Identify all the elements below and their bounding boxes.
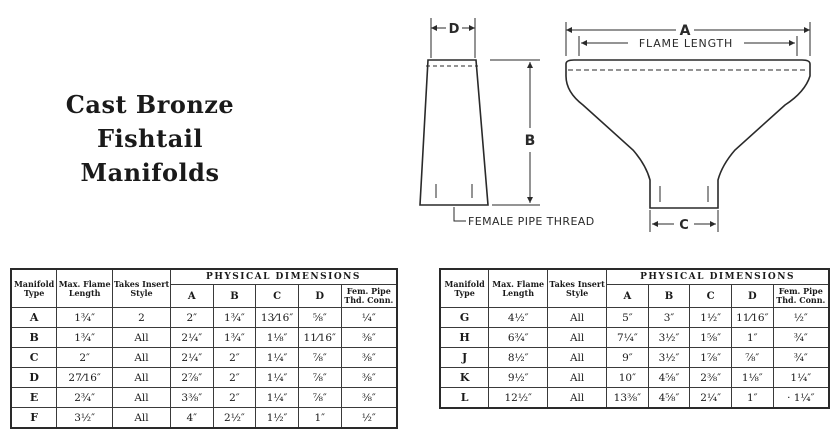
cell: ⅝″	[298, 308, 341, 328]
cell: ⅞″	[298, 368, 341, 388]
cell: ⅜″	[341, 388, 397, 408]
cell: 1⅞″	[690, 348, 732, 368]
table-row	[440, 388, 829, 409]
cell: 8½″	[489, 348, 548, 368]
cell: ⅞″	[298, 348, 341, 368]
cell: 1⅝″	[690, 328, 732, 348]
cell: 1″	[731, 328, 773, 348]
cell: 2″	[213, 388, 256, 408]
header-b: B	[648, 285, 690, 308]
cell: 1¼″	[256, 368, 299, 388]
table-row	[440, 368, 829, 388]
side-view-body	[420, 60, 488, 205]
cell: 12½″	[489, 388, 548, 409]
cell: 2	[113, 308, 171, 328]
table-row	[11, 368, 397, 388]
cell: D	[11, 368, 57, 388]
cell: 3½″	[648, 348, 690, 368]
cell: 1¼″	[256, 348, 299, 368]
cell: 11⁄16″	[298, 328, 341, 348]
cell: All	[113, 348, 171, 368]
header-takes-insert-style: Takes Insert Style	[548, 269, 607, 308]
cell: 2″	[213, 348, 256, 368]
cell: 27⁄16″	[57, 368, 113, 388]
table-row	[440, 348, 829, 368]
cell: All	[548, 388, 607, 409]
cell: 9″	[607, 348, 649, 368]
cell: ¼″	[341, 308, 397, 328]
header-max-flame-length: Max. Flame Length	[489, 269, 548, 308]
cell: 3½″	[648, 328, 690, 348]
cell: 1¼″	[773, 368, 829, 388]
cell: 9½″	[489, 368, 548, 388]
dimensions-table-left	[10, 268, 398, 429]
cell: 13⅜″	[607, 388, 649, 409]
cell: 1¾″	[57, 308, 113, 328]
cell: 6¾″	[489, 328, 548, 348]
cell: F	[11, 408, 57, 429]
header-manifold-type: Manifold Type	[440, 269, 489, 308]
header-physical-dimensions: PHYSICAL DIMENSIONS	[170, 269, 397, 285]
cell: 4″	[170, 408, 213, 429]
cell: All	[548, 328, 607, 348]
cell: H	[440, 328, 489, 348]
cell: All	[548, 368, 607, 388]
label-c: C	[679, 218, 689, 233]
header-d: D	[298, 285, 341, 308]
header-d: D	[731, 285, 773, 308]
label-a: A	[679, 23, 691, 39]
cell: 4⅝″	[648, 368, 690, 388]
table-row	[11, 388, 397, 408]
front-view-body	[566, 60, 810, 208]
cell: 2½″	[213, 408, 256, 429]
cell: 4⅝″	[648, 388, 690, 409]
header-c: C	[690, 285, 732, 308]
header-physical-dimensions: PHYSICAL DIMENSIONS	[607, 269, 829, 285]
cell: 2⅜″	[690, 368, 732, 388]
female-pipe-thread-label: FEMALE PIPE THREAD	[468, 215, 595, 228]
cell: ⅜″	[341, 328, 397, 348]
table-row	[11, 408, 397, 429]
cell: 3″	[648, 308, 690, 328]
header-fem-pipe: Fem. Pipe Thd. Conn.	[773, 285, 829, 308]
cell: 4½″	[489, 308, 548, 328]
cell: 1½″	[256, 408, 299, 429]
cell: ⅞″	[298, 388, 341, 408]
cell: K	[440, 368, 489, 388]
header-max-flame-length: Max. Flame Length	[57, 269, 113, 308]
flame-length-label: FLAME LENGTH	[638, 37, 734, 50]
cell: 2¼″	[170, 348, 213, 368]
table-row	[11, 308, 397, 328]
cell: All	[548, 308, 607, 328]
label-b: B	[524, 133, 536, 149]
cell: A	[11, 308, 57, 328]
cell: 2″	[213, 368, 256, 388]
cell: 2″	[57, 348, 113, 368]
header-takes-insert-style: Takes Insert Style	[113, 269, 171, 308]
cell: 1¾″	[213, 328, 256, 348]
title-line-1: Cast Bronze	[65, 90, 235, 119]
cell: 3½″	[57, 408, 113, 429]
cell: 2″	[170, 308, 213, 328]
cell: All	[548, 348, 607, 368]
cell: G	[440, 308, 489, 328]
cell: 2¼″	[170, 328, 213, 348]
cell: ½″	[341, 408, 397, 429]
cell: 1¾″	[57, 328, 113, 348]
cell: ¾″	[773, 348, 829, 368]
cell: All	[113, 408, 171, 429]
header-a: A	[607, 285, 649, 308]
cell: 1⅛″	[731, 368, 773, 388]
header-c: C	[256, 285, 299, 308]
cell: 1¼″	[256, 388, 299, 408]
header-a: A	[170, 285, 213, 308]
table-row	[440, 308, 829, 328]
dimensions-table-right	[439, 268, 830, 409]
cell: E	[11, 388, 57, 408]
header-manifold-type: Manifold Type	[11, 269, 57, 308]
cell: ¾″	[773, 328, 829, 348]
title-line-2: Fishtail	[97, 124, 203, 153]
cell: 2¾″	[57, 388, 113, 408]
cell: ⅜″	[341, 368, 397, 388]
table-row	[11, 348, 397, 368]
cell: 1″	[731, 388, 773, 409]
cell: C	[11, 348, 57, 368]
cell: 1″	[298, 408, 341, 429]
cell: 1½″	[690, 308, 732, 328]
cell: ½″	[773, 308, 829, 328]
cell: 5″	[607, 308, 649, 328]
cell: 10″	[607, 368, 649, 388]
header-fem-pipe: Fem. Pipe Thd. Conn.	[341, 285, 397, 308]
cell: 2¼″	[690, 388, 732, 409]
cell: 7¼″	[607, 328, 649, 348]
cell: 13⁄16″	[256, 308, 299, 328]
title-line-3: Manifolds	[80, 158, 220, 187]
cell: All	[113, 328, 171, 348]
cell: ⅞″	[731, 348, 773, 368]
table-row	[11, 328, 397, 348]
cell: B	[11, 328, 57, 348]
cell: 1⅛″	[256, 328, 299, 348]
cell: 1¾″	[213, 308, 256, 328]
cell: · 1¼″	[773, 388, 829, 409]
cell: 3⅜″	[170, 388, 213, 408]
cell: J	[440, 348, 489, 368]
cell: All	[113, 368, 171, 388]
header-b: B	[213, 285, 256, 308]
table-row	[440, 328, 829, 348]
cell: All	[113, 388, 171, 408]
cell: 11⁄16″	[731, 308, 773, 328]
cell: ⅜″	[341, 348, 397, 368]
cell: L	[440, 388, 489, 409]
cell: 2⅞″	[170, 368, 213, 388]
label-d: D	[448, 22, 460, 37]
